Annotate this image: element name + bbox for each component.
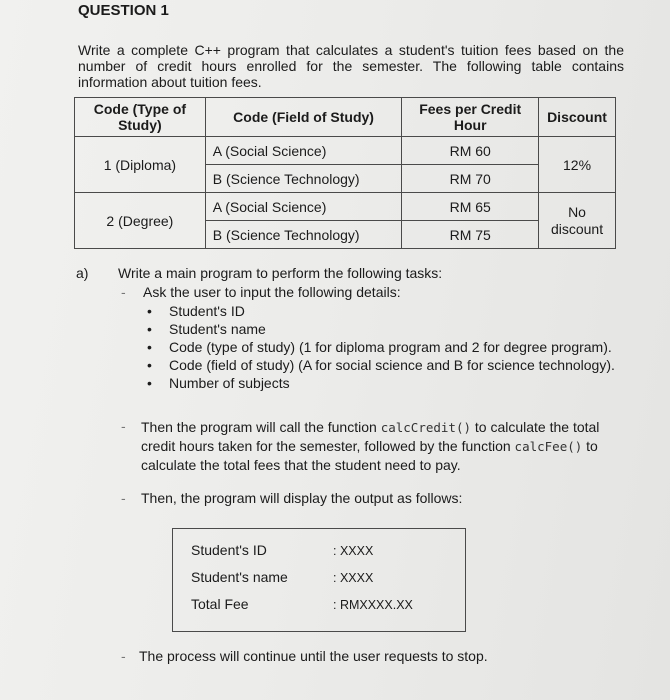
fee-cell: RM 65 <box>402 193 539 221</box>
final-instruction: The process will continue until the user requests to stop. <box>139 648 488 664</box>
fee-cell: RM 70 <box>402 165 539 193</box>
output-value-total-fee: : RMXXXX.XX <box>333 598 413 612</box>
ask-details-text: Ask the user to input the following details: <box>143 284 401 300</box>
header-discount: Discount <box>539 98 616 137</box>
list-item: • Code (field of study) (A for social science and B for science technology). <box>147 357 615 373</box>
field-cell: B (Science Technology) <box>205 165 402 193</box>
fee-cell: RM 60 <box>402 137 539 165</box>
details-list <box>147 302 615 392</box>
bullet-icon: • <box>147 375 152 391</box>
table-row <box>75 193 616 221</box>
field-cell: A (Social Science) <box>205 193 402 221</box>
dash-marker: - <box>121 490 126 506</box>
output-label-total-fee: Total Fee <box>191 596 249 612</box>
question-title: QUESTION 1 <box>78 2 169 19</box>
bullet-icon: • <box>147 321 152 337</box>
discount-degree-cell: No discount <box>539 193 616 249</box>
header-type-of-study: Code (Type of Study) <box>75 98 206 137</box>
dash-marker: - <box>121 284 126 300</box>
display-output-text: Then, the program will display the output as follows: <box>141 490 463 506</box>
list-item: • Student's name <box>147 321 266 337</box>
list-item: • Student's ID <box>147 303 245 319</box>
header-fees-per-credit-hour: Fees per Credit Hour <box>402 98 539 137</box>
question-intro: Write a complete C++ program that calculates a student's tuition fees based on the number of credit hours enrolled for the semester. The following table contains information about tuition fees. <box>78 42 624 90</box>
table-header-row <box>75 98 616 137</box>
type-diploma-cell: 1 (Diploma) <box>75 137 206 193</box>
part-a-instruction: Write a main program to perform the following tasks: <box>118 265 443 281</box>
table-row <box>75 137 616 165</box>
field-cell: B (Science Technology) <box>205 221 402 249</box>
calcfee-function: calcFee() <box>514 439 583 454</box>
tuition-fee-table <box>74 97 616 249</box>
bullet-icon: • <box>147 339 152 355</box>
bullet-icon: • <box>147 357 152 373</box>
sample-output-box <box>172 528 466 632</box>
header-field-of-study: Code (Field of Study) <box>205 98 402 137</box>
output-label-student-name: Student's name <box>191 569 288 585</box>
fee-cell: RM 75 <box>402 221 539 249</box>
output-label-student-id: Student's ID <box>191 542 267 558</box>
part-a-label: a) <box>76 265 89 281</box>
list-item: • Code (type of study) (1 for diploma program and 2 for degree program). <box>147 339 612 355</box>
output-value-student-id: : XXXX <box>333 544 374 558</box>
field-cell: A (Social Science) <box>205 137 402 165</box>
dash-marker: - <box>121 418 126 434</box>
output-value-student-name: : XXXX <box>333 571 374 585</box>
list-item: • Number of subjects <box>147 375 290 391</box>
dash-marker: - <box>121 648 126 664</box>
function-call-paragraph: Then the program will call the function calcCredit() to calculate the total credit hours taken for the semester, followed by the function calcFee() to calculate the total fees that the student need to pay. <box>141 419 600 473</box>
bullet-icon: • <box>147 303 152 319</box>
calccredit-function: calcCredit() <box>380 420 471 435</box>
discount-diploma-cell: 12% <box>539 137 616 193</box>
type-degree-cell: 2 (Degree) <box>75 193 206 249</box>
